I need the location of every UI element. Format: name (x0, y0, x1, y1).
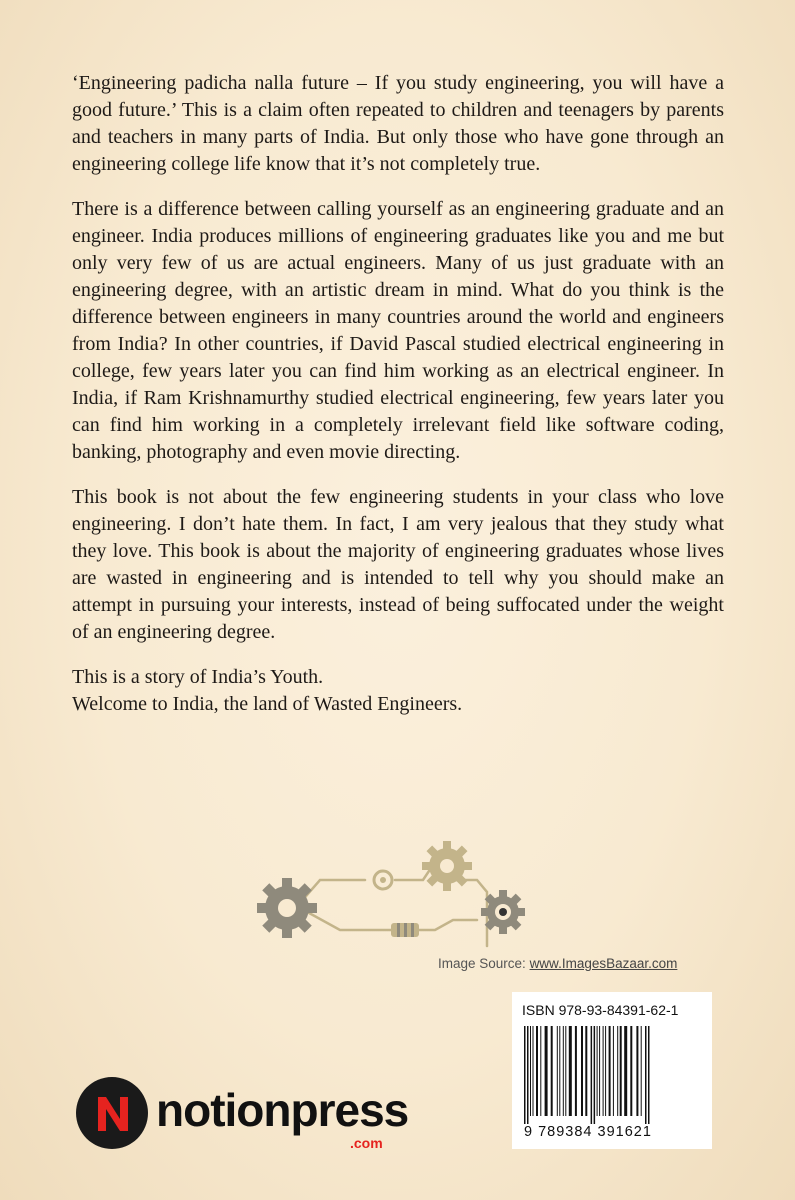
blurb-closing-line-2: Welcome to India, the land of Wasted Engineers. (72, 693, 463, 715)
barcode-bar (581, 1026, 583, 1116)
resistor-icon (391, 923, 419, 937)
blurb-paragraph-3: This book is not about the few engineering students in your class who love engineering. I don’t hate them. In fact, I am very jealous that they study what they love. This book is about the majority of engineering graduates whose lives are wasted in engineering and is intended to tell why you should make an attempt in pursuing your interests, instead of being suffocated under the weight of an engineering degree. (72, 486, 724, 643)
barcode-bar (645, 1026, 647, 1124)
publisher-logo (74, 1075, 409, 1155)
barcode-bar (613, 1026, 614, 1116)
barcode-bar (559, 1026, 560, 1116)
barcode-bar (597, 1026, 598, 1116)
barcode-bar (545, 1026, 548, 1116)
barcode-bar (557, 1026, 558, 1116)
large-gray-gear-icon (257, 878, 317, 938)
image-source-link[interactable]: www.ImagesBazaar.com (529, 956, 678, 971)
blurb-paragraph-1: ‘Engineering padicha nalla future – If you study engineering, you will have a good future.’ This is a claim often repeated to children and teenagers by parents and teachers in many parts of India. But only those who have gone through an engineering college life know that it’s not completely true. (72, 72, 724, 175)
isbn-number: ISBN 978-93-84391-62-1 (522, 1002, 679, 1018)
barcode-bar (527, 1026, 529, 1124)
barcode-bar (575, 1026, 577, 1116)
barcode-bar (551, 1026, 553, 1116)
barcode-bar (648, 1026, 650, 1124)
barcode-bar (630, 1026, 632, 1116)
image-source-credit (438, 956, 677, 971)
barcode-digits: 9 789384 391621 (524, 1124, 652, 1140)
barcode-bar (617, 1026, 618, 1116)
small-gold-gear-icon (374, 871, 392, 889)
barcode-bar (533, 1026, 534, 1116)
barcode-bar (565, 1026, 566, 1116)
gears-circuit-illustration (255, 838, 535, 953)
publisher-suffix: .com (350, 1135, 383, 1151)
barcode-bar (599, 1026, 600, 1116)
blurb-paragraph-2: There is a difference between calling yourself as an engineering graduate and an engineer. India produces millions of engineering graduates like you and me but only very few of us are actual engineers. Many of us just graduate with an engineering degree, with an artistic dream in mind. What do you think is the difference between engineers in many countries around the world and engineers from India? In other countries, if David Pascal studied electrical engineering in college, few years later you can find him working as an electrical engineer. In India, if Ram Krishnamurthy studied electrical engineering, few years later you can find him working in a completely irrelevant field like software coding, banking, photography and even movie directing. (72, 198, 724, 463)
barcode-bars (520, 1026, 704, 1124)
barcode-bar (591, 1026, 593, 1124)
top-gold-gear-icon (422, 841, 472, 891)
blurb-closing-line-1: This is a story of India’s Youth. (72, 666, 324, 688)
image-source-label: Image Source: (438, 956, 526, 971)
barcode-bar (603, 1026, 604, 1116)
barcode-bar (624, 1026, 627, 1116)
barcode-bar (524, 1026, 526, 1124)
back-cover-blurb (72, 70, 724, 718)
barcode-bar (536, 1026, 538, 1116)
barcode-bar (530, 1026, 531, 1116)
barcode-bar (540, 1026, 541, 1116)
dark-gray-gear-icon (481, 890, 525, 934)
barcode-bar (641, 1026, 642, 1116)
barcode-bar (563, 1026, 564, 1116)
barcode-bar (569, 1026, 572, 1116)
isbn-barcode (512, 992, 712, 1149)
barcode-bar (585, 1026, 587, 1116)
barcode-bar (620, 1026, 622, 1116)
barcode-bar (636, 1026, 638, 1116)
barcode-bar (605, 1026, 606, 1116)
barcode-bar (594, 1026, 596, 1124)
notionpress-logo-icon (74, 1075, 150, 1151)
barcode-bar (609, 1026, 611, 1116)
publisher-name: notionpress (156, 1084, 409, 1136)
